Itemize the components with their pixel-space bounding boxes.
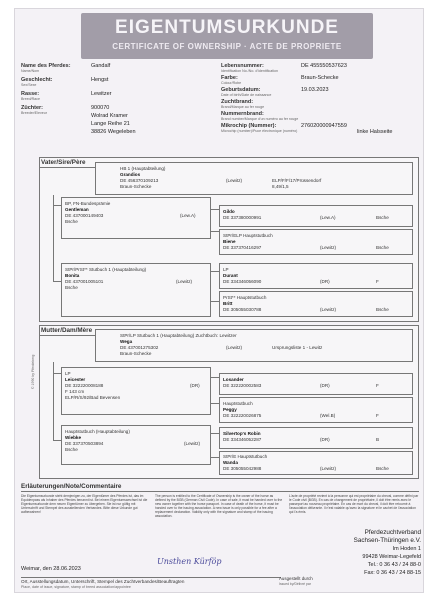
ds-book: LP bbox=[65, 371, 71, 376]
field-breed: Rasse: Breed/Race bbox=[21, 91, 40, 101]
colour-value: Braun-Schecke bbox=[301, 75, 339, 81]
dsd-name: Peggy bbox=[223, 407, 237, 412]
gdd-book: PrSt** Hauptstutbuch bbox=[223, 295, 267, 300]
dam-ddd-box bbox=[219, 451, 413, 475]
dam-dsd-box bbox=[219, 397, 413, 423]
dam-ds-box bbox=[61, 367, 211, 415]
gdd-id: DE 305055030788 bbox=[223, 307, 262, 312]
dam-book: StPr/LP Stutbuch 1 (Hauptabteilung) Zuchtbuch: Lewitzer bbox=[120, 333, 237, 338]
breeder-street: Lange Reihe 21 bbox=[91, 121, 130, 127]
organization-stamp bbox=[321, 529, 421, 577]
ggd-name: Biene bbox=[223, 239, 236, 244]
sire-main-box bbox=[95, 162, 413, 195]
dam-breed: (Lewitz) bbox=[226, 345, 243, 350]
gd-book: StPr/PrSt** Stutbuch 1 (Hauptabteilung) bbox=[65, 267, 147, 272]
signature-caption: Ort, Ausstellungsdatum, Unterschrift, Stempel des Zuchtverbandes/Beauftragten bbox=[21, 579, 185, 584]
sire-gdd-box bbox=[219, 291, 413, 317]
sire-extra: ELP/F/F/17/Prüssendorf bbox=[272, 178, 322, 183]
sire-ggd-box bbox=[219, 229, 413, 255]
dds-breed: (DR) bbox=[320, 437, 330, 442]
org-line-5: Tel.: 0 36 43 / 24 88-0 bbox=[367, 562, 421, 568]
dd-breed: (Lewitz) bbox=[184, 441, 201, 446]
gdd-name: Britt bbox=[223, 301, 233, 306]
field-number-brand: Nummernbrand: Brand number/Marque d'un numéro au fer rouge bbox=[221, 111, 299, 121]
gdd-color: Bsche bbox=[376, 307, 389, 312]
sire-name: Grandios bbox=[120, 172, 141, 177]
certificate-title: EIGENTUMSURKUNDE bbox=[115, 17, 339, 38]
copyright-note: © 1990 by Pferdeberg bbox=[31, 354, 35, 389]
dam-main-box bbox=[95, 329, 413, 362]
ggd-breed: (Lewitz) bbox=[320, 245, 337, 250]
gds-book: LP bbox=[223, 267, 229, 272]
org-line-1: Pferdezuchtverband bbox=[364, 529, 421, 536]
issued-by-sub: Issued by/Délivré par bbox=[279, 582, 311, 586]
ds-breed: (DR) bbox=[190, 383, 200, 388]
ddd-name: Wanda bbox=[223, 460, 238, 465]
dd-color: Bsche bbox=[65, 447, 78, 452]
sire-id: DE 456370109213 bbox=[120, 178, 159, 183]
org-line-4: 99428 Weimar-Legefeld bbox=[362, 554, 421, 560]
gs-breed: (Lew.A) bbox=[180, 213, 196, 218]
gs-name: Gentleman bbox=[65, 207, 89, 212]
explanation-en: The person is entitled to the Certificate of Ownership is the owner of the horse as defined by the BGB (German Civil Code). In case of sale, it must be handed over to the new owner together with the horse passport. In case of death of the horse, it must be handed over to the issuing association. A new issue is only possible for a fee after a replacement declaration. Validity only with the signature and stamp of the issuing association. bbox=[155, 494, 283, 518]
ggs-color: Bsche bbox=[376, 215, 389, 220]
dsd-color: F bbox=[376, 413, 379, 418]
explanation-fr: L'acte de propriété revient à la personne qui est propriétaire du cheval, comme défini par le Code civil (BGB). En cas de changement de propriétaire, il doit être remis avec le passeport au nouveau propriétaire. En cas de mort du cheval, il doit être retourné à l'association délivrante. Il n'est valable qu'avec la signature et le cachet de l'association qui l'a émis. bbox=[289, 494, 419, 514]
microchip-location: linke Halsseite bbox=[357, 129, 393, 135]
gs-book: BP, FN-Bundesprämie bbox=[65, 201, 111, 206]
gs-color: Bsche bbox=[65, 219, 78, 224]
gds-id: DE 334346056090 bbox=[223, 279, 262, 284]
ds-name: Leicester bbox=[65, 377, 86, 382]
org-line-6: Fax: 0 36 43 / 24 88-15 bbox=[364, 570, 421, 576]
sire-section-label: Vater/Sire/Père bbox=[41, 159, 86, 166]
dds-color: B bbox=[376, 437, 380, 442]
dam-name: Wega bbox=[120, 339, 133, 344]
org-line-2: Sachsen-Thüringen e.V. bbox=[353, 537, 421, 544]
ggd-color: Bsche bbox=[376, 245, 389, 250]
sire-gds-box bbox=[219, 263, 413, 289]
dd-id: DE 337370503894 bbox=[65, 441, 104, 446]
field-sex: Geschlecht: Sex/Sexe bbox=[21, 77, 53, 87]
breed-value: Lewitzer bbox=[91, 91, 112, 97]
title-banner bbox=[81, 13, 373, 59]
field-brand: Zuchtbrand: Brand/Marque au fer rouge bbox=[221, 99, 265, 109]
birth-date-value: 19.03.2023 bbox=[301, 87, 329, 93]
sire-gd-box bbox=[61, 263, 211, 317]
gd-breed: (Lewitz) bbox=[176, 279, 193, 284]
gdd-breed: (Lewitz) bbox=[320, 307, 337, 312]
field-colour: Farbe: Colour/Robe bbox=[221, 75, 242, 85]
issue-place-date: Weimar, den 28.06.2023 bbox=[21, 566, 81, 572]
ggd-id: DE 337370416297 bbox=[223, 245, 262, 250]
sire-book: HB 1 (Hauptabteilung) bbox=[120, 166, 166, 171]
dds-id: DE 334346052287 bbox=[223, 437, 262, 442]
dam-dss-box bbox=[219, 373, 413, 395]
dds-name: Silvertop's Robin bbox=[223, 431, 261, 436]
field-microchip: Mikrochip (Nummer): Microchip (number)/Puce électronique (numéro) bbox=[221, 123, 298, 133]
ggs-id: DE 337380000991 bbox=[223, 215, 262, 220]
dd-book: Hauptstutbuch (Hauptabteilung) bbox=[65, 429, 130, 434]
ds-id: DE 322220008188 bbox=[65, 383, 104, 388]
dss-breed: (DR) bbox=[320, 383, 330, 388]
org-line-3: Im Hoden 1 bbox=[392, 546, 421, 552]
ddd-breed: (Lewitz) bbox=[320, 466, 337, 471]
ddd-book: StPr/E Hauptstutbuch bbox=[223, 454, 268, 459]
sire-ggs-box bbox=[219, 205, 413, 227]
gd-name: Bonita bbox=[65, 273, 80, 278]
signature-caption-sub: Place, date of issue, signature, stamp of breed association/appointee bbox=[21, 585, 131, 589]
horse-name-value: Gandalf bbox=[91, 63, 111, 69]
dam-dd-box bbox=[61, 425, 211, 465]
dsd-id: DE 322220026875 bbox=[223, 413, 262, 418]
field-breeder: Züchter: Breeder/Eleveur bbox=[21, 105, 47, 115]
dam-id: DE 437001275302 bbox=[120, 345, 159, 350]
sex-value: Hengst bbox=[91, 77, 109, 83]
gs-id: DE 437000149403 bbox=[65, 213, 104, 218]
gds-color: F bbox=[376, 279, 379, 284]
gds-breed: (DR) bbox=[320, 279, 330, 284]
sire-score: 8,49/1,5 bbox=[272, 184, 289, 189]
ggs-name: Gildo bbox=[223, 209, 235, 214]
dd-name: Wiebke bbox=[65, 435, 82, 440]
microchip-value: 276020000947559 bbox=[301, 123, 347, 129]
sire-breed: (Lewitz) bbox=[226, 178, 243, 183]
issued-by-label: Ausgestellt durch bbox=[279, 576, 313, 581]
certificate-page bbox=[14, 8, 424, 593]
sire-color: Braun-Schecke bbox=[120, 184, 152, 189]
gd-color: Bsche bbox=[65, 285, 78, 290]
ds-extra: ELP/R/S/92/Bad Bevensen bbox=[65, 395, 121, 400]
dss-id: DE 322220002583 bbox=[223, 383, 262, 388]
dam-dds-box bbox=[219, 427, 413, 449]
gds-name: Durant bbox=[223, 273, 238, 278]
field-life-number: Lebensnummer: Identification No./No. d'identification bbox=[221, 63, 279, 73]
explanations-title: Erläuterungen/Note/Commentaire bbox=[21, 483, 122, 490]
dsd-breed: (Wel.B) bbox=[320, 413, 336, 418]
dss-name: Losander bbox=[223, 377, 244, 382]
breeder-name: Wolrad Kramer bbox=[91, 113, 128, 119]
explanation-de: Die Eigentumsurkunde steht demjenigen zu, der Eigentümer des Pferdes ist, das im Equidenpass als Inhaber des Pferdes benannt ist. Bei einem Eigentumswechsel ist die Eigentumsurkunde dem neuen Eigentümer zu übergeben. Sie ist nur gültig mit Unterschrift und Stempel des ausstellenden Verbandes. Bitte diese Urkunde gut aufbewahren! bbox=[21, 494, 148, 514]
dsd-book: Hauptstutbuch bbox=[223, 401, 253, 406]
signature: Unsthen Kürföp bbox=[157, 557, 222, 566]
dam-section-label: Mutter/Dam/Mère bbox=[41, 327, 93, 334]
ggd-book: StPr/ELP Hauptstutbuch bbox=[223, 233, 273, 238]
dam-color: Braun-Schecke bbox=[120, 351, 152, 356]
ggs-breed: (Lew.A) bbox=[320, 215, 336, 220]
certificate-subtitle: CERTIFICATE OF OWNERSHIP · ACTE DE PROPRIETE bbox=[112, 42, 342, 51]
breeder-value: 900070 bbox=[91, 105, 110, 111]
dam-extra: Ursprungsliste 1 - Lewitz bbox=[272, 345, 323, 350]
ds-size: F 143 cm bbox=[65, 389, 85, 394]
sire-gs-box bbox=[61, 197, 211, 239]
dss-color: F bbox=[376, 383, 379, 388]
ddd-color: Bsche bbox=[376, 466, 389, 471]
ddd-id: DE 305055042988 bbox=[223, 466, 262, 471]
field-horse-name: Name des Pferdes: Name/Nom bbox=[21, 63, 71, 73]
gd-id: DE 437001005101 bbox=[65, 279, 104, 284]
breeder-city: 38826 Wegeleben bbox=[91, 129, 136, 135]
life-number-value: DE 455550537623 bbox=[301, 63, 347, 69]
field-birth-date: Geburtsdatum: Date of birth/Date de naissance bbox=[221, 87, 272, 97]
